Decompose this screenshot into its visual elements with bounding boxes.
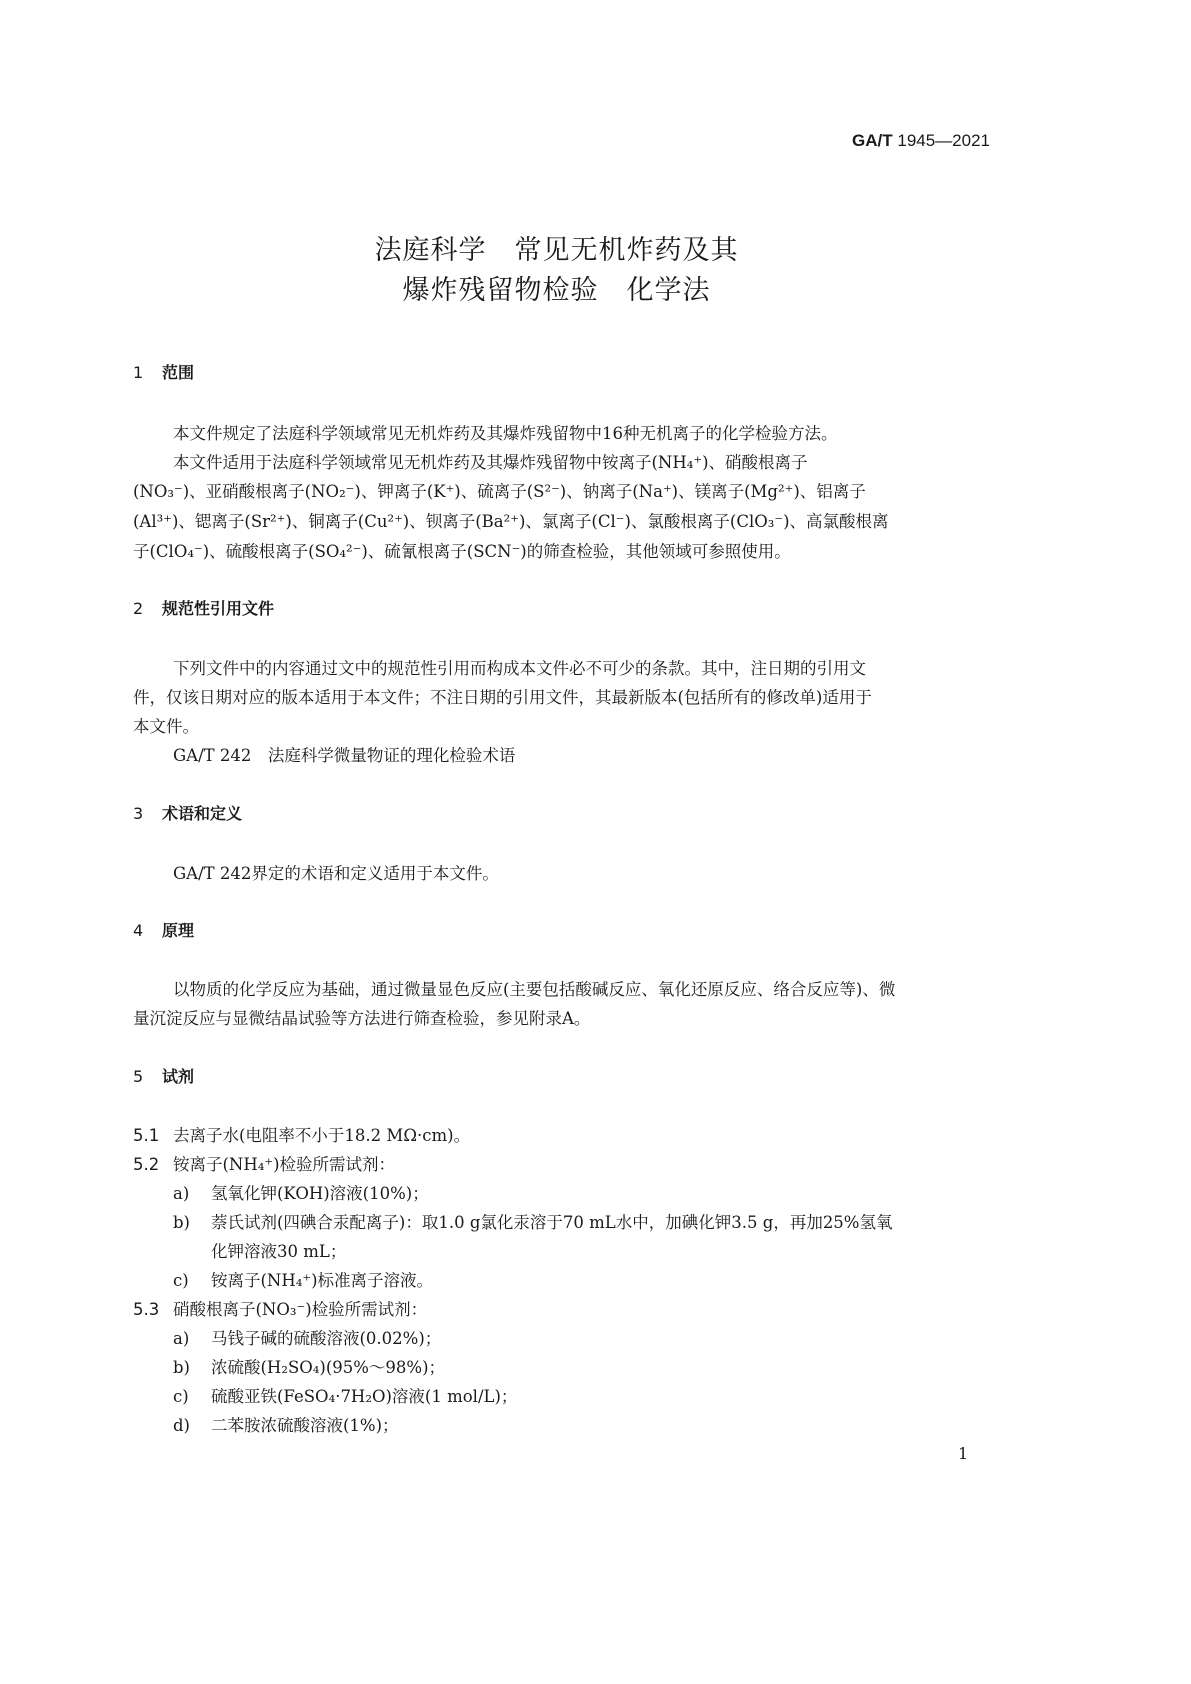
section-3-heading — [133, 801, 242, 824]
clause-number: 5.3 — [133, 1300, 160, 1319]
section-4-paragraph-line-1: 以物质的化学反应为基础，通过微量显色反应(主要包括酸碱反应、氧化还原反应、络合反应等)、微 — [173, 980, 896, 999]
list-marker: b) — [173, 1358, 190, 1377]
list-item — [173, 1325, 441, 1349]
document-title-line-1: 法庭科学 常见无机炸药及其 — [374, 235, 739, 266]
clause-text: 硝酸根离子(NO₃⁻)检验所需试剂： — [173, 1300, 428, 1319]
document-title-line-2: 爆炸残留物检验 化学法 — [402, 275, 711, 306]
list-item-text: 浓硫酸(H₂SO₄)(95%～98%)； — [211, 1358, 446, 1377]
list-marker: c) — [173, 1271, 189, 1290]
clause-number: 5.1 — [133, 1126, 160, 1145]
section-5-heading — [133, 1064, 194, 1087]
list-marker: a) — [173, 1329, 190, 1348]
clause-number: 5.2 — [133, 1155, 160, 1174]
clause-5-2 — [133, 1151, 395, 1175]
section-number: 2 — [133, 599, 144, 618]
section-3-paragraph: GA/T 242界定的术语和定义适用于本文件。 — [173, 864, 499, 883]
standard-prefix: GA/T — [852, 131, 893, 150]
section-number: 3 — [133, 804, 144, 823]
list-item — [173, 1267, 433, 1291]
section-number: 1 — [133, 363, 144, 382]
section-2-paragraph-line-1: 下列文件中的内容通过文中的规范性引用而构成本文件必不可少的条款。其中，注日期的引用文 — [173, 659, 866, 678]
normative-reference: GA/T 242 法庭科学微量物证的理化检验术语 — [173, 746, 516, 765]
section-title: 原理 — [162, 921, 195, 940]
list-item — [173, 1354, 445, 1378]
list-item — [173, 1412, 399, 1436]
list-item-text: 铵离子(NH₄⁺)标准离子溶液。 — [211, 1271, 434, 1290]
standard-number — [852, 131, 990, 151]
section-1-paragraph-2-line-4: 子(ClO₄⁻)、硫酸根离子(SO₄²⁻)、硫氰根离子(SCN⁻)的筛查检验，其他领域可参照使用。 — [133, 542, 791, 561]
clause-text: 去离子水(电阻率不小于18.2 MΩ·cm)。 — [173, 1126, 471, 1145]
section-4-heading — [133, 918, 194, 941]
list-item-text: 二苯胺浓硫酸溶液(1%)； — [211, 1416, 399, 1435]
list-marker: a) — [173, 1184, 190, 1203]
section-number: 4 — [133, 921, 144, 940]
list-item-continuation: 化钾溶液30 mL； — [211, 1242, 347, 1261]
section-1-paragraph-2-line-3: (Al³⁺)、锶离子(Sr²⁺)、铜离子(Cu²⁺)、钡离子(Ba²⁺)、氯离子(Cl⁻)、氯酸根离子(ClO₃⁻)、高氯酸根离 — [133, 512, 889, 531]
section-2-paragraph-line-2: 件，仅该日期对应的版本适用于本文件；不注日期的引用文件，其最新版本(包括所有的修改单)适用于 — [133, 688, 872, 707]
section-1-heading — [133, 360, 194, 383]
page-number: 1 — [958, 1444, 969, 1463]
section-4-paragraph-line-2: 量沉淀反应与显微结晶试验等方法进行筛查检验，参见附录A。 — [133, 1009, 591, 1028]
section-1-paragraph-2-line-2: (NO₃⁻)、亚硝酸根离子(NO₂⁻)、钾离子(K⁺)、硫离子(S²⁻)、钠离子(Na⁺)、镁离子(Mg²⁺)、铝离子 — [133, 482, 866, 501]
section-title: 规范性引用文件 — [162, 599, 275, 618]
clause-5-3 — [133, 1296, 427, 1320]
list-item-text: 萘氏试剂(四碘合汞配离子)：取1.0 g氯化汞溶于70 mL水中，加碘化钾3.5 g，再加25%氢氧 — [211, 1213, 893, 1232]
list-marker: c) — [173, 1387, 189, 1406]
clause-5-1 — [133, 1122, 470, 1146]
section-1-paragraph-1: 本文件规定了法庭科学领域常见无机炸药及其爆炸残留物中16种无机离子的化学检验方法。 — [173, 424, 838, 443]
section-title: 术语和定义 — [162, 804, 243, 823]
section-title: 范围 — [162, 363, 195, 382]
list-item-text: 氢氧化钾(KOH)溶液(10%)； — [211, 1184, 429, 1203]
section-2-paragraph-line-3: 本文件。 — [133, 717, 199, 736]
list-item — [173, 1209, 893, 1233]
section-title: 试剂 — [162, 1067, 195, 1086]
section-number: 5 — [133, 1067, 144, 1086]
list-item — [173, 1180, 429, 1204]
standard-code: 1945—2021 — [897, 131, 990, 150]
list-item-text: 硫酸亚铁(FeSO₄·7H₂O)溶液(1 mol/L)； — [211, 1387, 518, 1406]
list-item — [173, 1383, 517, 1407]
clause-text: 铵离子(NH₄⁺)检验所需试剂： — [173, 1155, 396, 1174]
list-marker: d) — [173, 1416, 190, 1435]
section-2-heading — [133, 596, 274, 619]
list-marker: b) — [173, 1213, 190, 1232]
section-1-paragraph-2-line-1: 本文件适用于法庭科学领域常见无机炸药及其爆炸残留物中铵离子(NH₄⁺)、硝酸根离子 — [173, 453, 808, 472]
list-item-text: 马钱子碱的硫酸溶液(0.02%)； — [211, 1329, 442, 1348]
